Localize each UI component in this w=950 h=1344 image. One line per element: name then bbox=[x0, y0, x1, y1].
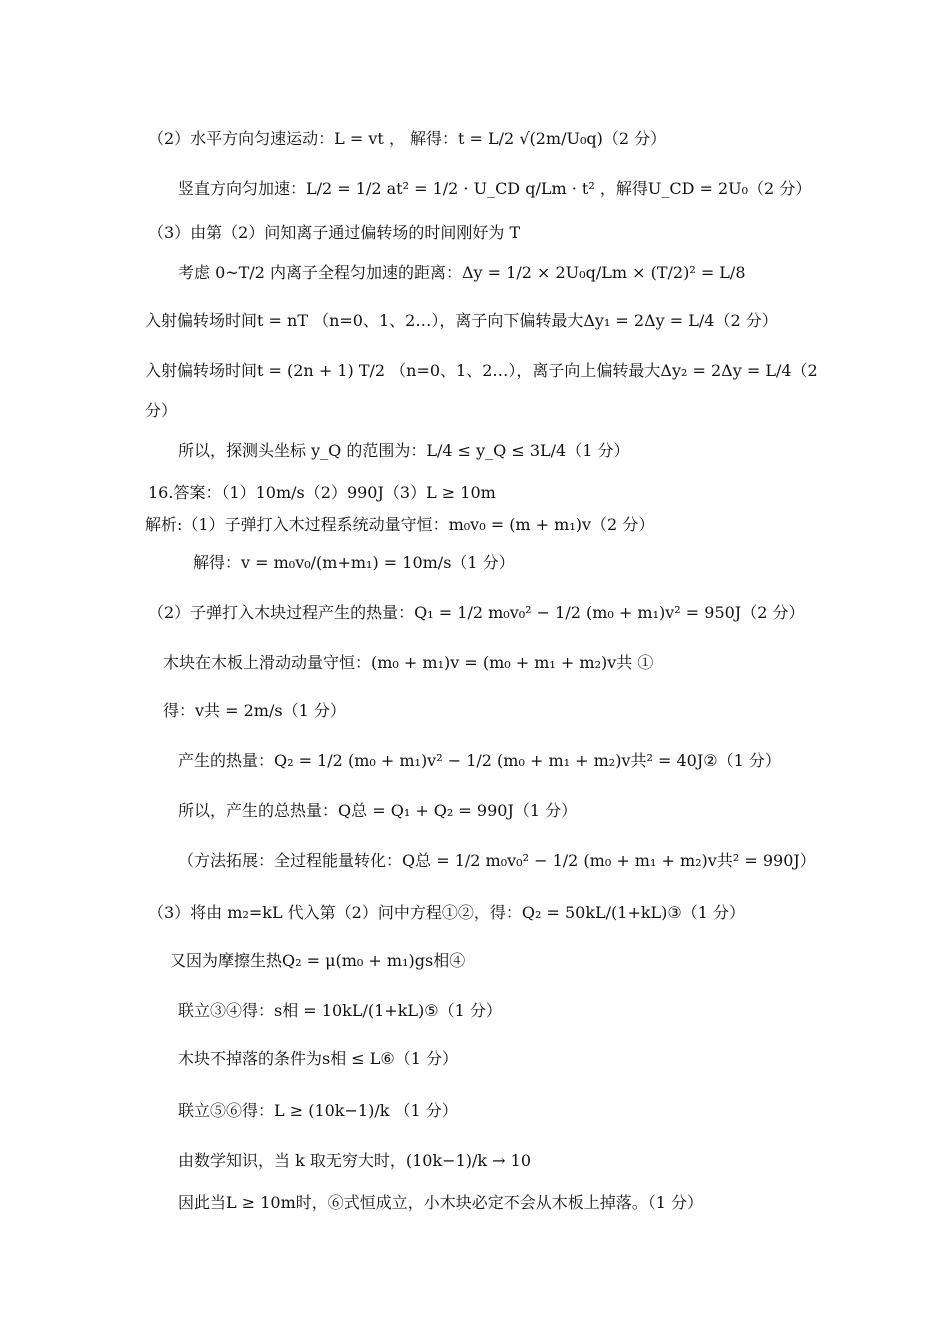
line-4-text: 考虑 0~T/2 内离子全程匀加速的距离：Δy = 1/2 × 2U₀q/Lm × (T/2)² = L/8 bbox=[178, 263, 746, 282]
line-7 bbox=[178, 440, 629, 462]
line-1 bbox=[148, 128, 666, 150]
line-5-text: 入射偏转场时间t = nT （n=0、1、2…），离子向下偏转最大Δy₁ = 2Δy = L/4（2 分） bbox=[145, 311, 778, 330]
line-17-text: （3）将由 m₂=kL 代入第（2）问中方程①②，得：Q₂ = 50kL/(1+kL)③（1 分） bbox=[148, 903, 746, 922]
line-10-text: 解得：v = m₀v₀/(m+m₁) = 10m/s（1 分） bbox=[193, 553, 515, 572]
line-6 bbox=[145, 360, 818, 382]
line-2 bbox=[178, 178, 811, 200]
line-15-text: 所以，产生的总热量：Q总 = Q₁ + Q₂ = 990J（1 分） bbox=[178, 801, 578, 820]
line-15 bbox=[178, 800, 577, 822]
line-20-text: 木块不掉落的条件为s相 ≤ L⑥（1 分） bbox=[178, 1049, 459, 1068]
line-4 bbox=[178, 262, 746, 284]
line-1-text: （2）水平方向匀速运动：L = vt ， 解得：t = L/2 √(2m/U₀q)（2 分） bbox=[148, 129, 667, 148]
line-9-text: 解析:（1）子弹打入木过程系统动量守恒：m₀v₀ = (m + m₁)v（2 分） bbox=[145, 515, 655, 534]
line-22 bbox=[178, 1150, 531, 1172]
line-9 bbox=[145, 514, 654, 536]
line-5 bbox=[145, 310, 778, 332]
line-8-answer bbox=[148, 482, 496, 504]
line-17 bbox=[148, 902, 745, 924]
line-23 bbox=[178, 1192, 703, 1214]
line-22-text: 由数学知识，当 k 取无穷大时，(10k−1)/k → 10 bbox=[178, 1151, 532, 1170]
line-19 bbox=[178, 1000, 502, 1022]
line-23-text: 因此当L ≥ 10m时，⑥式恒成立，小木块必定不会从木板上掉落。（1 分） bbox=[178, 1193, 704, 1212]
line-18 bbox=[170, 950, 465, 972]
line-16 bbox=[178, 850, 816, 872]
line-13-text: 得：v共 = 2m/s（1 分） bbox=[163, 701, 346, 720]
line-11 bbox=[148, 602, 804, 624]
line-12 bbox=[163, 652, 653, 674]
line-16-text: （方法拓展：全过程能量转化：Q总 = 1/2 m₀v₀² − 1/2 (m₀ + m₁ + m₂)v共² = 990J） bbox=[178, 851, 816, 870]
line-13 bbox=[163, 700, 346, 722]
line-6b-text: 分） bbox=[145, 401, 178, 420]
line-14 bbox=[178, 750, 781, 772]
line-18-text: 又因为摩擦生热Q₂ = μ(m₀ + m₁)gs相④ bbox=[170, 951, 466, 970]
line-6-text: 入射偏转场时间t = (2n + 1) T/2 （n=0、1、2…），离子向上偏转最大Δy₂ = 2Δy = L/4（2 bbox=[145, 361, 818, 380]
line-14-text: 产生的热量：Q₂ = 1/2 (m₀ + m₁)v² − 1/2 (m₀ + m₁ + m₂)v共² = 40J②（1 分） bbox=[178, 751, 781, 770]
line-19-text: 联立③④得：s相 = 10kL/(1+kL)⑤（1 分） bbox=[178, 1001, 502, 1020]
line-10 bbox=[193, 552, 515, 574]
line-3 bbox=[148, 222, 520, 244]
line-21 bbox=[178, 1100, 458, 1122]
line-3-text: （3）由第（2）问知离子通过偏转场的时间刚好为 T bbox=[148, 223, 521, 242]
line-8-text: 16.答案：（1）10m/s（2）990J（3）L ≥ 10m bbox=[148, 483, 496, 502]
line-6-continued bbox=[145, 400, 177, 422]
line-2-text: 竖直方向匀加速：L/2 = 1/2 at² = 1/2 · U_CD q/Lm · t² ，解得U_CD = 2U₀（2 分） bbox=[178, 179, 812, 198]
line-12-text: 木块在木板上滑动动量守恒：(m₀ + m₁)v = (m₀ + m₁ + m₂)v共 ① bbox=[163, 653, 654, 672]
line-11-text: （2）子弹打入木块过程产生的热量：Q₁ = 1/2 m₀v₀² − 1/2 (m₀ + m₁)v² = 950J（2 分） bbox=[148, 603, 805, 622]
line-20 bbox=[178, 1048, 458, 1070]
line-21-text: 联立⑤⑥得：L ≥ (10k−1)/k （1 分） bbox=[178, 1101, 458, 1120]
line-7-text: 所以，探测头坐标 y_Q 的范围为：L/4 ≤ y_Q ≤ 3L/4（1 分） bbox=[178, 441, 630, 460]
